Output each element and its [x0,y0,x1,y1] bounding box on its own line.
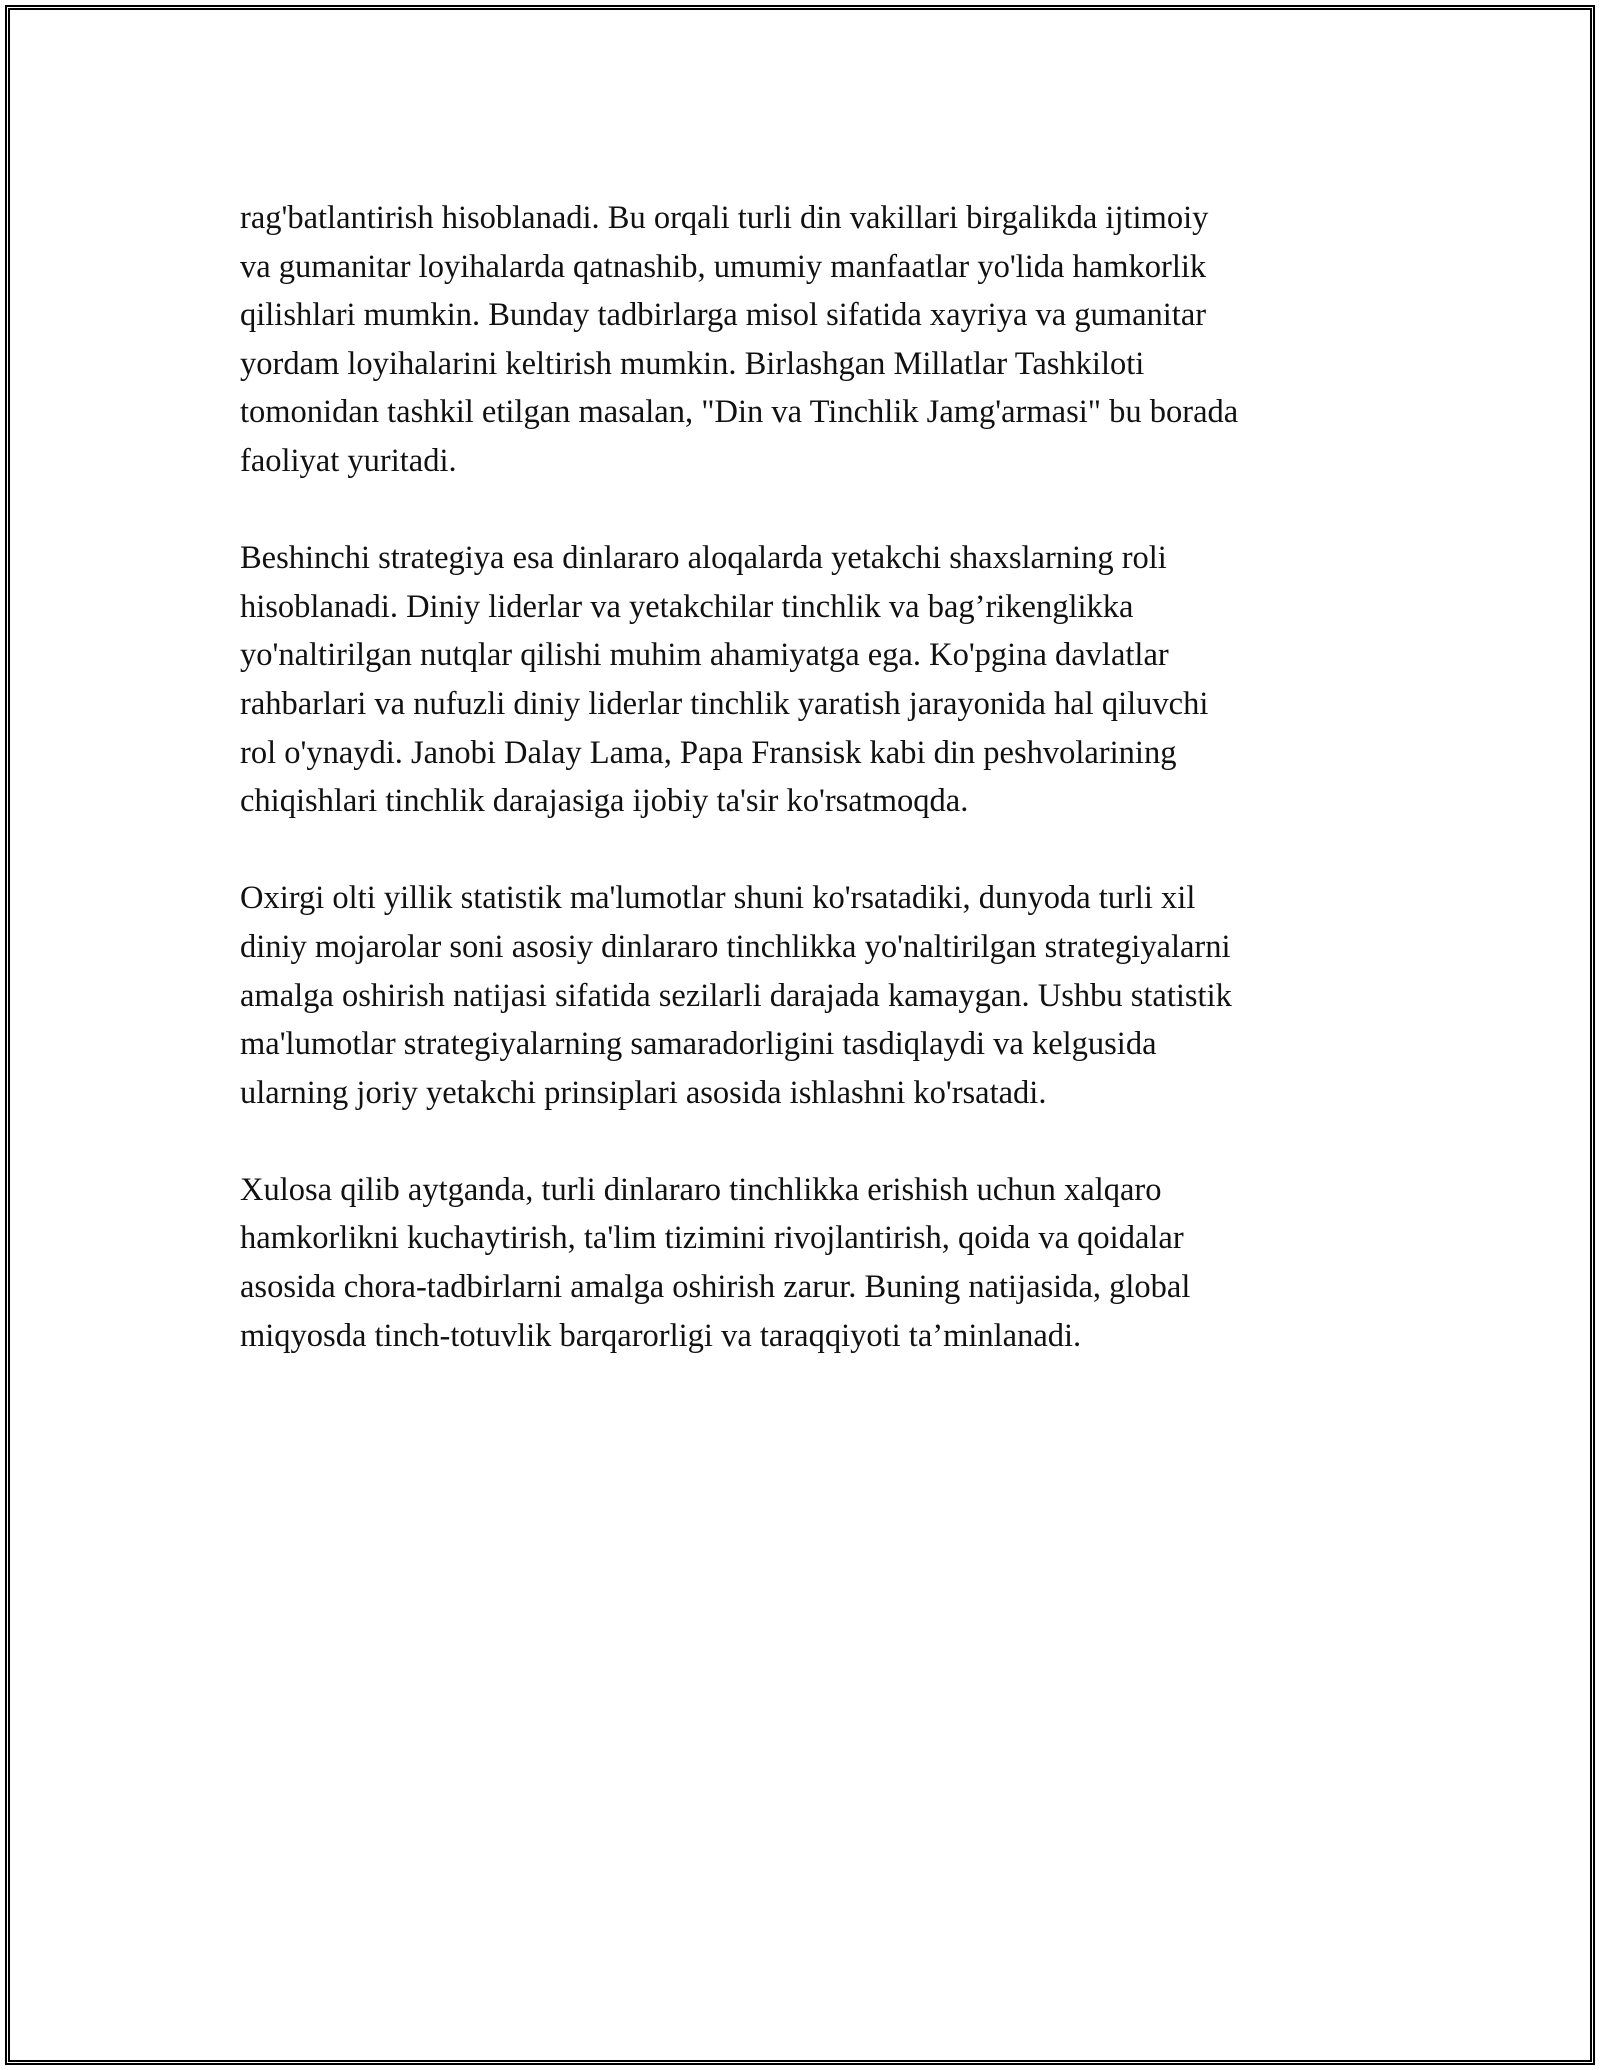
document-body [240,194,1380,1360]
paragraph-statistics: Oxirgi olti yillik statistik ma'lumotlar shuni ko'rsatadiki, dunyoda turli xil diniy mojarolar soni asosiy dinlararo tinchlikka yo'naltirilgan strategiyalarni amalga oshirish natijasi sifatida sezilarli darajada kamaygan. Ushbu statistik ma'lumotlar strategiyalarning samaradorligini tasdiqlaydi va kelgusida ularning joriy yetakchi prinsiplari asosida ishlashni ko'rsatadi. [240,880,1232,1111]
page-border-frame [5,5,1595,2065]
paragraph-cooperation: rag'batlantirish hisoblanadi. Bu orqali turli din vakillari birgalikda ijtimoiy va gumanitar loyihalarda qatnashib, umumiy manfaatlar yo'lida hamkorlik qilishlari mumkin. Bunday tadbirlarga misol sifatida xayriya va gumanitar yordam loyihalarini keltirish mumkin. Birlashgan Millatlar Tashkiloti tomonidan tashkil etilgan masalan, "Din va Tinchlik Jamg'armasi" bu borada faoliyat yuritadi. [240,200,1239,479]
paragraph-fifth-strategy: Beshinchi strategiya esa dinlararo aloqalarda yetakchi shaxslarning roli hisoblanadi. Diniy liderlar va yetakchilar tinchlik va bag’rikenglikka yo'naltirilgan nutqlar qilishi muhim ahamiyatga ega. Ko'pgina davlatlar rahbarlari va nufuzli diniy liderlar tinchlik yaratish jarayonida hal qiluvchi rol o'ynaydi. Janobi Dalay Lama, Papa Fransisk kabi din peshvolarining chiqishlari tinchlik darajasiga ijobiy ta'sir ko'rsatmoqda. [240,540,1209,820]
paragraph-conclusion: Xulosa qilib aytganda, turli dinlararo tinchlikka erishish uchun xalqaro hamkorlikni kuchaytirish, ta'lim tizimini rivojlantirish, qoida va qoidalar asosida chora-tadbirlarni amalga oshirish zarur. Buning natijasida, global miqyosda tinch-totuvlik barqarorligi va taraqqiyoti ta’minlanadi. [240,1171,1191,1354]
